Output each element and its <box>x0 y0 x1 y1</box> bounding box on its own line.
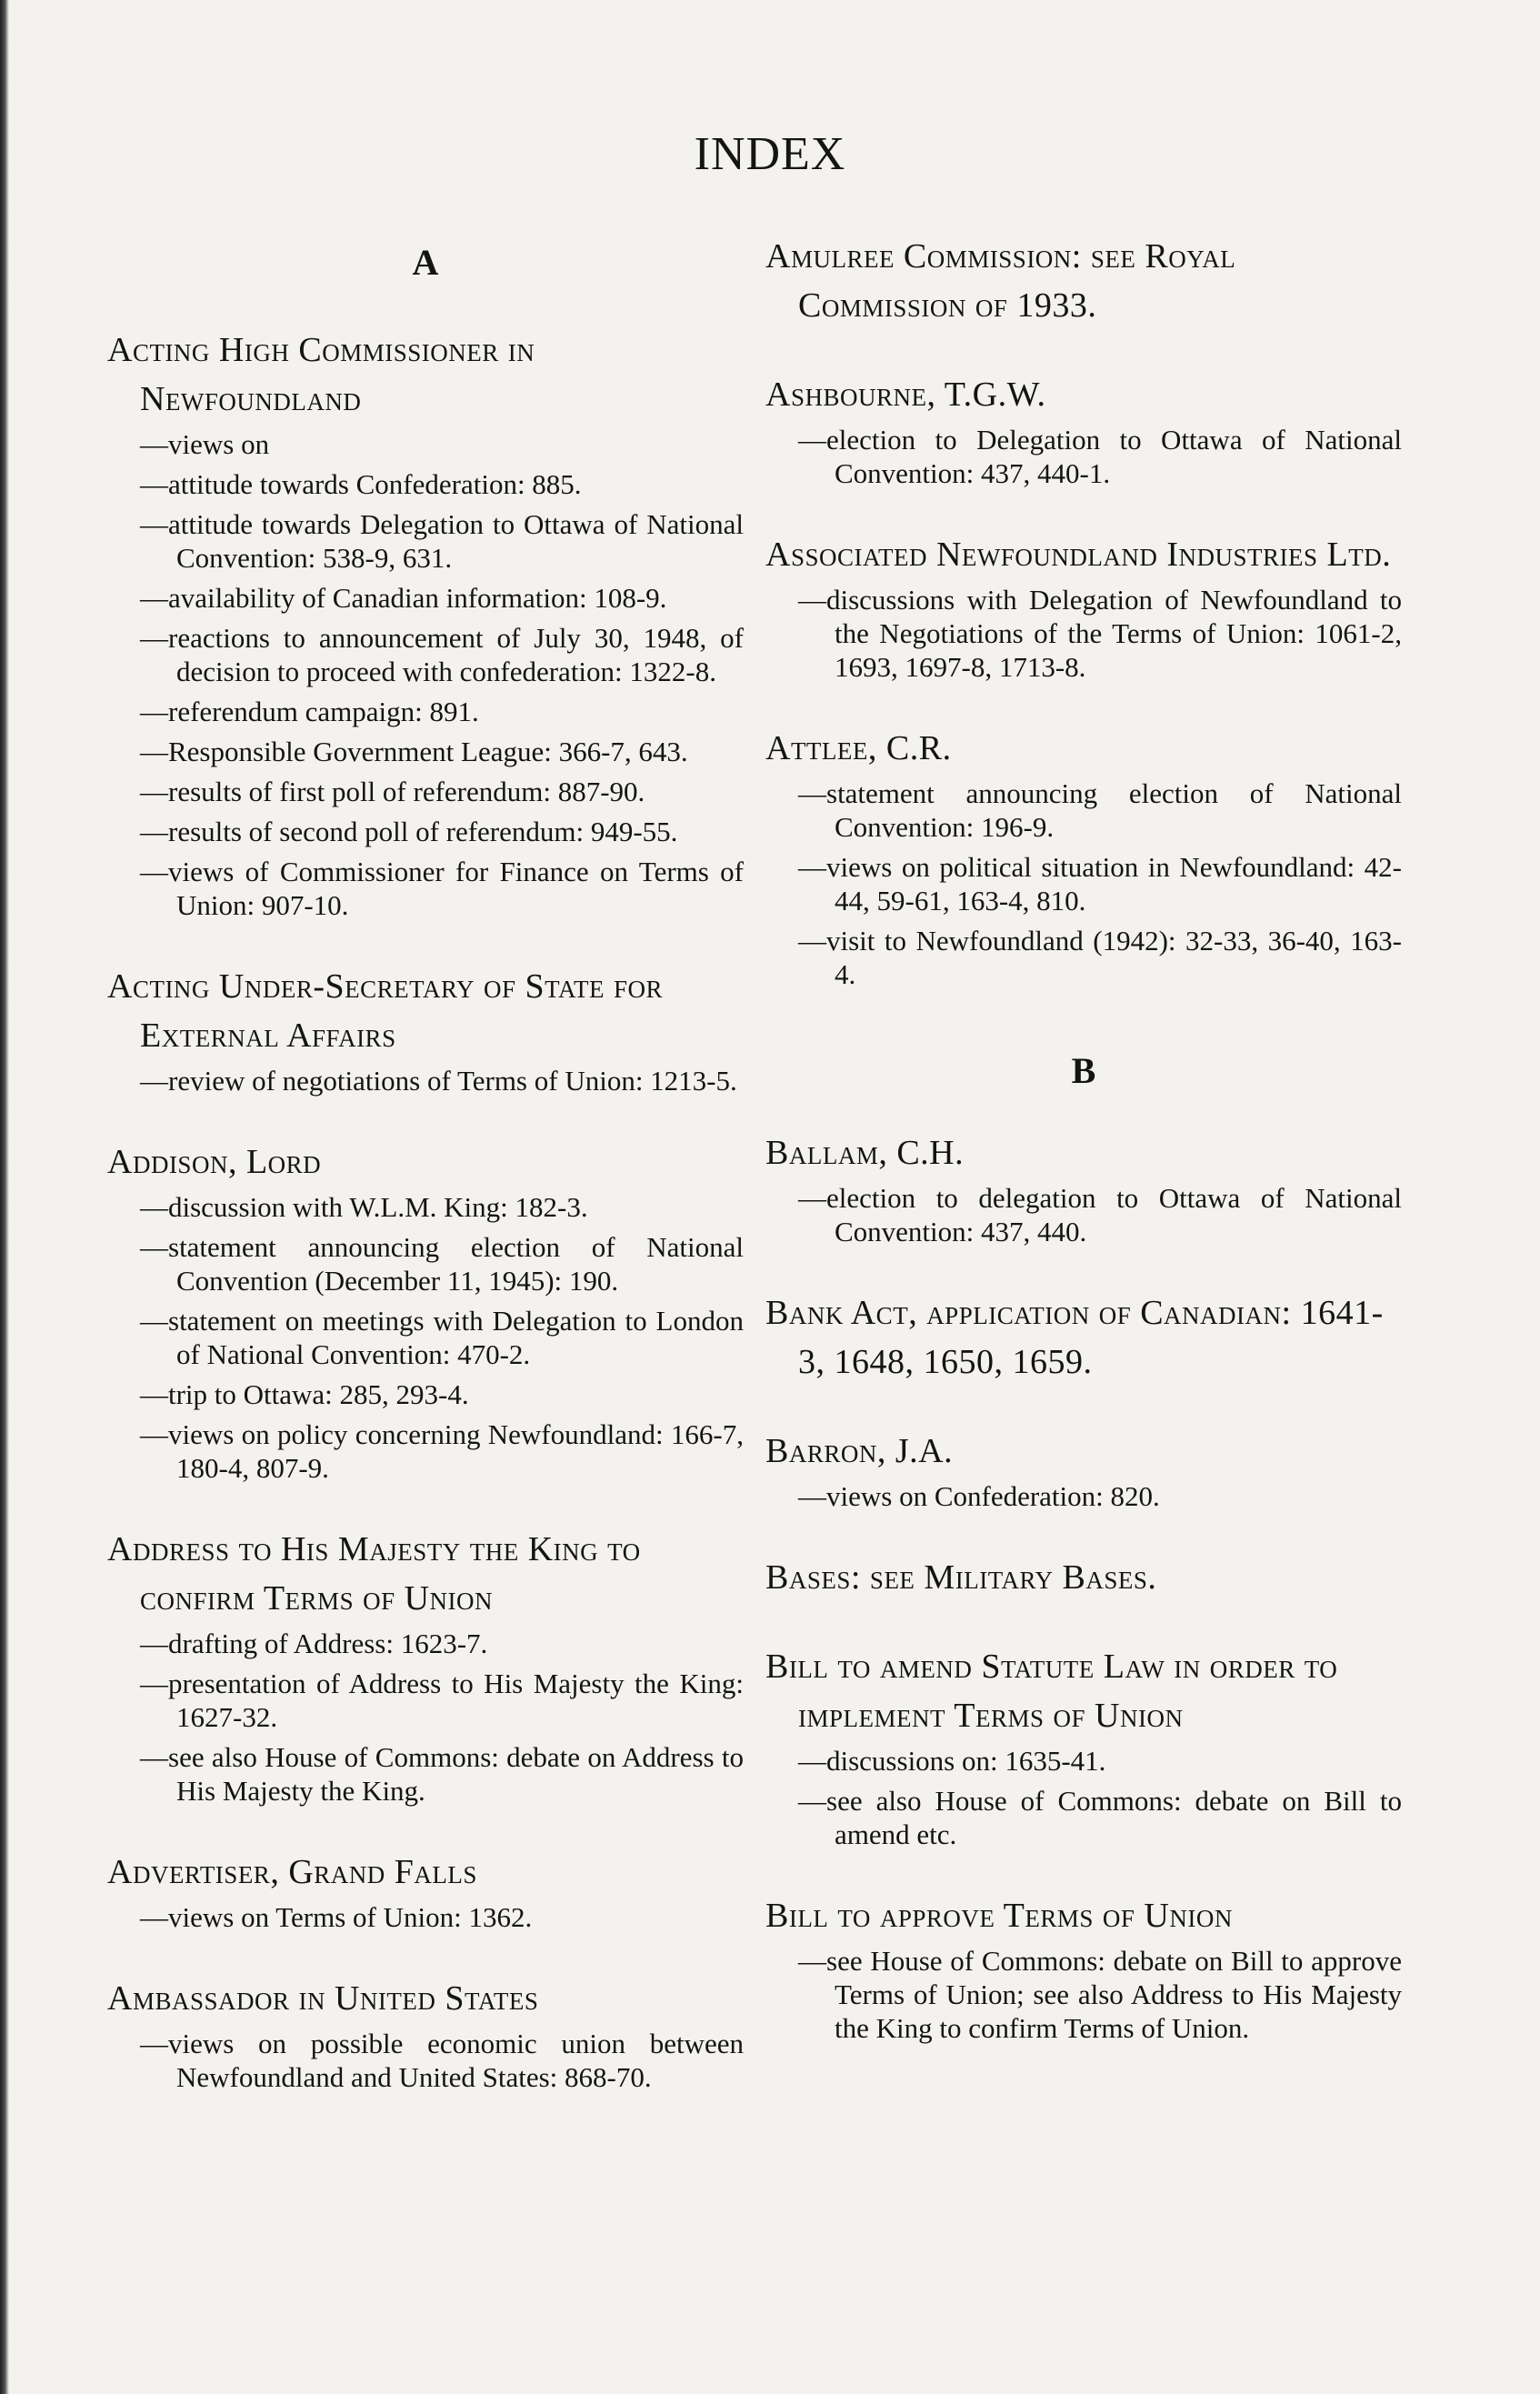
index-entry-acting-under-secretary-of-state-for-exte <box>107 962 744 1097</box>
subentry: —Responsible Government League: 366-7, 643. <box>140 736 688 767</box>
subentry: —election to Delegation to Ottawa of National Convention: 437, 440-1. <box>798 424 1402 489</box>
entry-heading <box>107 326 744 424</box>
index-entry-bank-act-application-of-canadian <box>765 1288 1402 1387</box>
entry-heading-text: Address to His Majesty the King to confirm Terms of Union <box>107 1530 641 1618</box>
index-entry-address-to-his-majesty-the-king-to-confi <box>107 1525 744 1808</box>
index-entry-acting-high-commissioner-in-newfoundland <box>107 326 744 922</box>
subentry-list <box>107 1627 744 1808</box>
entry-heading-text: Advertiser, Grand Falls <box>107 1853 477 1891</box>
entry-heading <box>107 1974 744 2023</box>
entry-heading-text: Amulree Commission: see Royal Commission of 1933. <box>765 237 1236 325</box>
entry-heading <box>107 1137 744 1187</box>
subentry: —results of first poll of referendum: 887-90. <box>140 776 645 807</box>
subentry: —views on political situation in Newfoundland: 42-44, 59-61, 163-4, 810. <box>798 851 1402 917</box>
entry-heading-text: Ashbourne, T.G.W. <box>765 376 1046 414</box>
index-entry-bill-to-approve-terms-of-union <box>765 1891 1402 2045</box>
entry-heading-text: Attlee, C.R. <box>765 729 952 767</box>
entry-heading-text: Addison, Lord <box>107 1143 322 1181</box>
subentry-list <box>107 2027 744 2094</box>
subentry: —availability of Canadian information: 108-9. <box>140 582 667 614</box>
entry-heading <box>765 1427 1402 1476</box>
subentry-list <box>765 1744 1402 1851</box>
subentry: —results of second poll of referendum: 949-55. <box>140 816 678 847</box>
subentry-list <box>107 1064 744 1097</box>
entry-heading <box>765 530 1402 579</box>
subentry: —reactions to announcement of July 30, 1948, of decision to proceed with confederation: 1322-8. <box>140 622 744 687</box>
subentry-list <box>107 1900 744 1934</box>
subentry: —referendum campaign: 891. <box>140 696 479 727</box>
index-entry-ambassador-in-united-states <box>107 1974 744 2094</box>
subentry-list <box>765 583 1402 684</box>
entry-heading <box>765 1553 1402 1602</box>
subentry: —views on possible economic union between Newfoundland and United States: 868-70. <box>140 2028 744 2093</box>
entry-heading-text: Bill to approve Terms of Union <box>765 1897 1233 1935</box>
index-entry-barron-j-a <box>765 1427 1402 1513</box>
subentry: —visit to Newfoundland (1942): 32-33, 36-40, 163-4. <box>798 925 1402 990</box>
subentry-list <box>765 776 1402 991</box>
entry-heading-text: Bill to amend Statute Law in order to implement Terms of Union <box>765 1648 1338 1735</box>
scan-edge <box>0 0 9 2394</box>
entry-heading <box>765 370 1402 419</box>
index-column-right <box>765 232 1402 2085</box>
subentry: —views of Commissioner for Finance on Terms of Union: 907-10. <box>140 856 744 921</box>
entry-page-refs: 1641-3, 1648, 1650, 1659. <box>798 1294 1384 1381</box>
entry-heading <box>765 1891 1402 1940</box>
subentry: —views on <box>140 428 270 460</box>
subentry-list <box>107 1190 744 1485</box>
index-entry-advertiser-grand-falls <box>107 1848 744 1934</box>
entry-heading-text: Acting Under-Secretary of State for External Affairs <box>107 967 664 1055</box>
subentry-list <box>765 1479 1402 1513</box>
entry-heading-text: Ambassador in United States <box>107 1979 539 2018</box>
index-entry-ashbourne-t-g-w <box>765 370 1402 490</box>
index-entry-attlee-c-r <box>765 724 1402 991</box>
subentry: —discussions on: 1635-41. <box>798 1745 1106 1777</box>
subentry: —statement announcing election of National Convention (December 11, 1945): 190. <box>140 1231 744 1297</box>
subentry: —attitude towards Delegation to Ottawa of National Convention: 538-9, 631. <box>140 508 744 574</box>
entry-heading <box>107 1848 744 1897</box>
index-entry-amulree-commission-see-royal-commission- <box>765 232 1402 330</box>
page-title: INDEX <box>694 128 846 180</box>
subentry: —views on policy concerning Newfoundland: 166-7, 180-4, 807-9. <box>140 1418 744 1484</box>
entry-heading-text: Acting High Commissioner in Newfoundland <box>107 331 535 418</box>
index-column-left <box>107 232 744 2134</box>
entry-heading <box>765 1128 1402 1177</box>
index-entry-bases-see-military-bases <box>765 1553 1402 1602</box>
subentry: —views on Confederation: 820. <box>798 1480 1160 1512</box>
subentry-list <box>765 423 1402 490</box>
subentry-list <box>107 427 744 922</box>
entry-heading <box>765 232 1402 330</box>
subentry: —presentation of Address to His Majesty the King: 1627-32. <box>140 1668 744 1733</box>
index-entry-ballam-c-h <box>765 1128 1402 1248</box>
entry-heading <box>107 1525 744 1623</box>
subentry: —see House of Commons: debate on Bill to approve Terms of Union; see also Address to His Majesty the King to confirm Terms of Union. <box>798 1945 1402 2044</box>
index-entry-associated-newfoundland-industries-ltd <box>765 530 1402 684</box>
entry-heading <box>765 1642 1402 1740</box>
subentry: —review of negotiations of Terms of Union: 1213-5. <box>140 1065 737 1097</box>
index-entry-addison-lord <box>107 1137 744 1485</box>
subentry: —attitude towards Confederation: 885. <box>140 468 582 500</box>
subentry-list <box>765 1181 1402 1248</box>
subentry: —discussion with W.L.M. King: 182-3. <box>140 1191 588 1223</box>
entry-heading-text: Bank Act, application of Canadian: <box>765 1294 1292 1332</box>
subentry: —discussions with Delegation of Newfoundland to the Negotiations of the Terms of Union: 1061-2, 1693, 1697-8, 1713-8. <box>798 584 1402 683</box>
subentry: —statement on meetings with Delegation to London of National Convention: 470-2. <box>140 1305 744 1370</box>
entry-heading-text: Bases: see Military Bases. <box>765 1558 1157 1597</box>
subentry: —statement announcing election of National Convention: 196-9. <box>798 777 1402 843</box>
entry-heading-text: Barron, J.A. <box>765 1432 954 1470</box>
subentry: —trip to Ottawa: 285, 293-4. <box>140 1378 469 1410</box>
entry-heading <box>765 1288 1402 1387</box>
subentry-list <box>765 1944 1402 2045</box>
entry-heading <box>765 724 1402 773</box>
subentry: —election to delegation to Ottawa of National Convention: 437, 440. <box>798 1182 1402 1247</box>
section-letter-b: B <box>1071 1050 1096 1091</box>
subentry: —see also House of Commons: debate on Bill to amend etc. <box>798 1785 1402 1850</box>
entry-heading <box>107 962 744 1060</box>
subentry: —views on Terms of Union: 1362. <box>140 1901 533 1933</box>
entry-heading-text: Ballam, C.H. <box>765 1134 965 1172</box>
subentry: —see also House of Commons: debate on Address to His Majesty the King. <box>140 1741 744 1807</box>
subentry: —drafting of Address: 1623-7. <box>140 1628 488 1659</box>
index-entry-bill-to-amend-statute-law-in-order-to-im <box>765 1642 1402 1851</box>
section-letter-a: A <box>412 242 439 283</box>
entry-heading-text: Associated Newfoundland Industries Ltd. <box>765 536 1392 574</box>
